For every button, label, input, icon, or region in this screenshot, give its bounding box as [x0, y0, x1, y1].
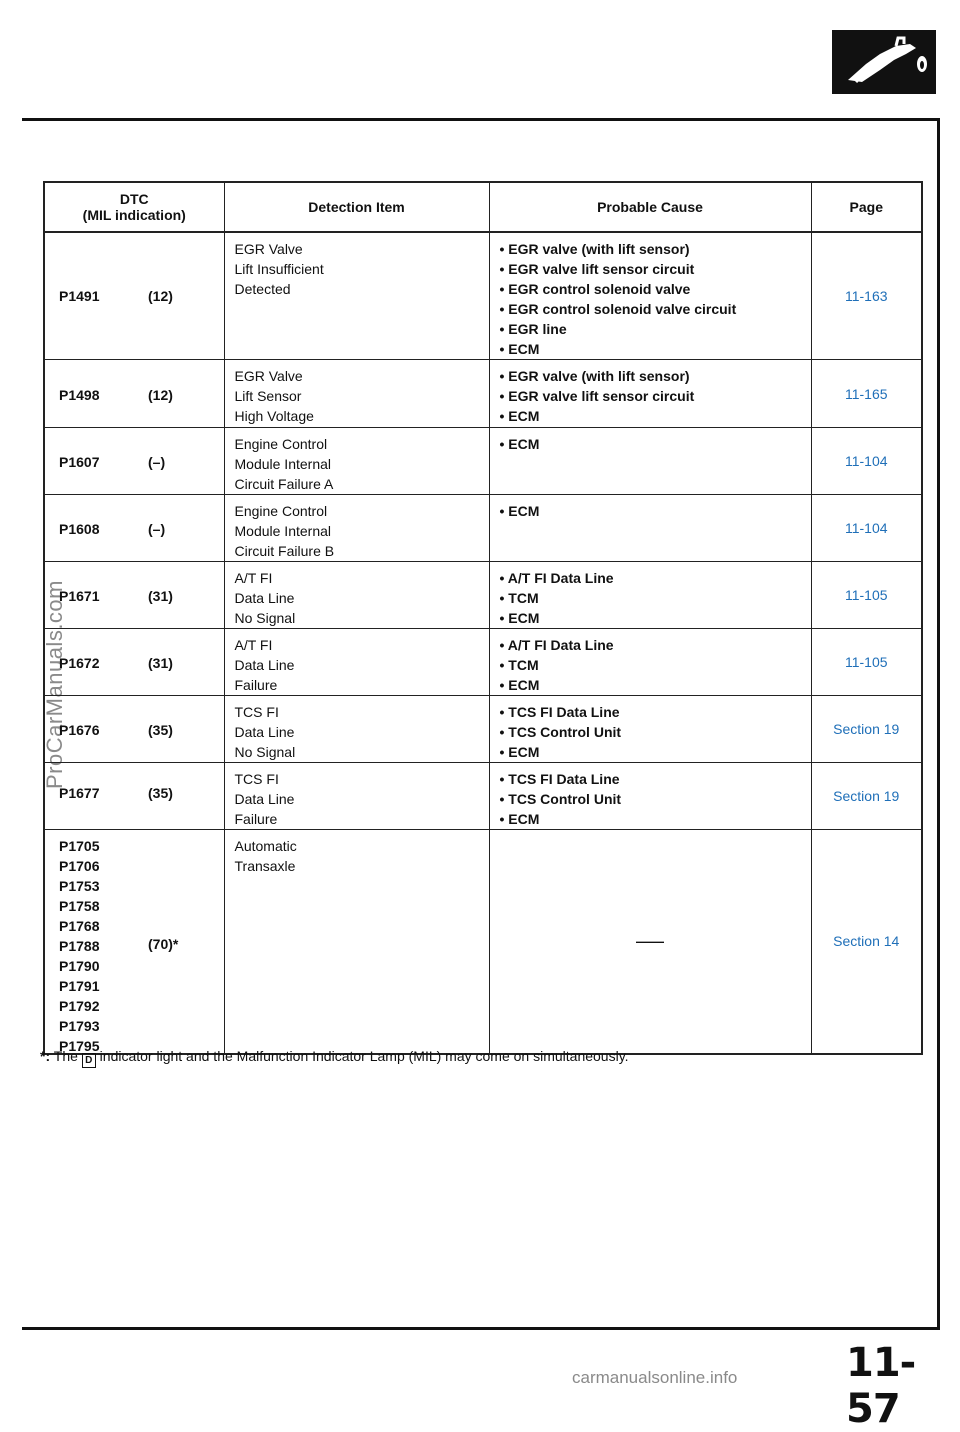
fuel-nozzle-logo — [832, 30, 936, 94]
mil-indication: (12) — [148, 387, 173, 403]
dtc-code: P1607 — [59, 454, 100, 470]
cause-item: • EGR line — [499, 321, 567, 337]
page-reference-link[interactable]: 11-165 — [811, 360, 922, 428]
cause-cell — [489, 428, 811, 495]
bottom-rule — [22, 1327, 940, 1330]
footnote-prefix: The — [53, 1048, 78, 1064]
detection-line: EGR Valve — [234, 241, 303, 257]
cause-cell — [489, 830, 811, 1054]
cause-cell — [489, 495, 811, 562]
page-reference-link[interactable]: 11-105 — [811, 562, 922, 629]
cause-item: • TCS Control Unit — [499, 724, 622, 740]
dtc-code: P1790 — [59, 958, 100, 974]
d-indicator-icon: D — [82, 1053, 96, 1068]
table-row — [44, 763, 922, 830]
dtc-code: P1671 — [59, 588, 100, 604]
page-reference-link[interactable]: 11-105 — [811, 629, 922, 696]
fuel-nozzle-icon — [836, 34, 932, 90]
cause-item: • ECM — [499, 503, 540, 519]
detection-line: Module Internal — [234, 456, 332, 472]
detection-cell — [224, 763, 489, 830]
detection-item-header: Detection Item — [224, 182, 489, 232]
side-watermark: ProCarManuals.com — [42, 580, 67, 790]
page-reference-link[interactable]: 11-104 — [811, 495, 922, 562]
cause-item: • ECM — [499, 341, 540, 357]
detection-line: Data Line — [234, 590, 295, 606]
cause-item: • EGR control solenoid valve circuit — [499, 301, 737, 317]
detection-line: High Voltage — [234, 408, 314, 424]
cause-item: • EGR valve (with lift sensor) — [499, 368, 690, 384]
cause-item: • EGR valve lift sensor circuit — [499, 388, 695, 404]
dtc-cell — [44, 495, 224, 562]
detection-line: Automatic — [234, 838, 297, 854]
detection-cell — [224, 696, 489, 763]
cause-cell — [489, 696, 811, 763]
mil-indication: (31) — [148, 588, 173, 604]
bottom-watermark: carmanualsonline.info — [572, 1368, 738, 1387]
cause-item: • ECM — [499, 610, 540, 626]
detection-cell — [224, 495, 489, 562]
footnote — [40, 1048, 629, 1068]
detection-line: Lift Sensor — [234, 388, 302, 404]
dtc-cell — [44, 562, 224, 629]
detection-line: A/T FI — [234, 570, 273, 586]
detection-line: TCS FI — [234, 771, 279, 787]
footnote-marker: *: — [40, 1048, 51, 1064]
table-row — [44, 562, 922, 629]
dtc-code: P1753 — [59, 878, 100, 894]
table-row — [44, 232, 922, 360]
detection-line: Lift Insufficient — [234, 261, 324, 277]
detection-line: EGR Valve — [234, 368, 303, 384]
cause-item: • TCS FI Data Line — [499, 704, 620, 720]
dtc-code: P1608 — [59, 521, 100, 537]
right-rule — [937, 118, 940, 1330]
page-reference-link[interactable]: 11-104 — [811, 428, 922, 495]
detection-cell — [224, 428, 489, 495]
dtc-code: P1788 — [59, 938, 100, 954]
dtc-code: P1792 — [59, 998, 100, 1014]
top-rule — [22, 118, 940, 121]
dtc-code: P1677 — [59, 785, 100, 801]
cause-item: • TCS Control Unit — [499, 791, 622, 807]
detection-line: Data Line — [234, 657, 295, 673]
detection-cell — [224, 629, 489, 696]
cause-item: • ECM — [499, 811, 540, 827]
page-reference-link[interactable]: Section 14 — [811, 830, 922, 1054]
dtc-header-line2: (MIL indication) — [82, 207, 186, 223]
detection-line: Engine Control — [234, 503, 328, 519]
table-row — [44, 360, 922, 428]
detection-cell — [224, 562, 489, 629]
cause-cell — [489, 562, 811, 629]
dtc-code: P1672 — [59, 655, 100, 671]
detection-line: No Signal — [234, 610, 296, 626]
detection-line: Circuit Failure B — [234, 543, 335, 559]
page-header: Page — [811, 182, 922, 232]
cause-item: • EGR valve lift sensor circuit — [499, 261, 695, 277]
detection-cell — [224, 360, 489, 428]
dtc-code: P1758 — [59, 898, 100, 914]
cause-cell — [489, 629, 811, 696]
detection-line: Failure — [234, 811, 278, 827]
dtc-code: P1498 — [59, 387, 100, 403]
table-row — [44, 696, 922, 763]
dtc-code: P1768 — [59, 918, 100, 934]
cause-dash: —— — [636, 933, 664, 950]
dtc-cell — [44, 830, 224, 1054]
cause-item: • ECM — [499, 436, 540, 452]
table-row — [44, 495, 922, 562]
dtc-cell — [44, 629, 224, 696]
probable-cause-header: Probable Cause — [489, 182, 811, 232]
mil-indication: (31) — [148, 655, 173, 671]
mil-indication: (70)* — [148, 936, 179, 952]
page-reference-link[interactable]: Section 19 — [811, 696, 922, 763]
dtc-header-line1: DTC — [119, 191, 149, 207]
cause-item: • TCS FI Data Line — [499, 771, 620, 787]
cause-cell — [489, 763, 811, 830]
detection-line: A/T FI — [234, 637, 273, 653]
dtc-code: P1795 — [59, 1038, 100, 1054]
dtc-cell — [44, 360, 224, 428]
dtc-cell — [44, 696, 224, 763]
cause-item: • A/T FI Data Line — [499, 570, 614, 586]
cause-item: • ECM — [499, 744, 540, 760]
page-reference-link[interactable]: 11-163 — [811, 232, 922, 360]
mil-indication: (35) — [148, 722, 173, 738]
detection-line: No Signal — [234, 744, 296, 760]
dtc-header — [44, 182, 224, 232]
detection-line: Failure — [234, 677, 278, 693]
detection-line: Engine Control — [234, 436, 328, 452]
cause-item: • EGR valve (with lift sensor) — [499, 241, 690, 257]
table-row — [44, 629, 922, 696]
detection-line: TCS FI — [234, 704, 279, 720]
detection-line: Data Line — [234, 791, 295, 807]
table-header-row — [44, 182, 922, 232]
mil-indication: (–) — [148, 521, 166, 537]
dtc-code: P1791 — [59, 978, 100, 994]
dtc-code: P1793 — [59, 1018, 100, 1034]
cause-cell — [489, 232, 811, 360]
detection-line: Transaxle — [234, 858, 296, 874]
cause-item: • ECM — [499, 677, 540, 693]
detection-line: Data Line — [234, 724, 295, 740]
page-number: 11-57 — [846, 1340, 916, 1432]
cause-cell — [489, 360, 811, 428]
cause-item: • TCM — [499, 657, 539, 673]
cause-item: • ECM — [499, 408, 540, 424]
mil-indication: (12) — [148, 288, 173, 304]
dtc-code-list — [59, 836, 99, 1056]
dtc-code: P1705 — [59, 838, 100, 854]
mil-indication: (–) — [148, 454, 166, 470]
dtc-table — [43, 181, 923, 1055]
cause-item: • A/T FI Data Line — [499, 637, 614, 653]
detection-cell — [224, 830, 489, 1054]
cause-item: • EGR control solenoid valve — [499, 281, 691, 297]
dtc-code: P1706 — [59, 858, 100, 874]
detection-line: Detected — [234, 281, 291, 297]
cause-item: • TCM — [499, 590, 539, 606]
dtc-code: P1491 — [59, 288, 100, 304]
detection-line: Circuit Failure A — [234, 476, 334, 492]
dtc-code: P1676 — [59, 722, 100, 738]
detection-cell — [224, 232, 489, 360]
footnote-text: indicator light and the Malfunction Indicator Lamp (MIL) may come on simultaneously. — [99, 1048, 629, 1064]
table-row — [44, 830, 922, 1054]
dtc-cell — [44, 428, 224, 495]
dtc-cell — [44, 232, 224, 360]
page-reference-link[interactable]: Section 19 — [811, 763, 922, 830]
mil-indication: (35) — [148, 785, 173, 801]
table-row — [44, 428, 922, 495]
detection-line: Module Internal — [234, 523, 332, 539]
dtc-cell — [44, 763, 224, 830]
